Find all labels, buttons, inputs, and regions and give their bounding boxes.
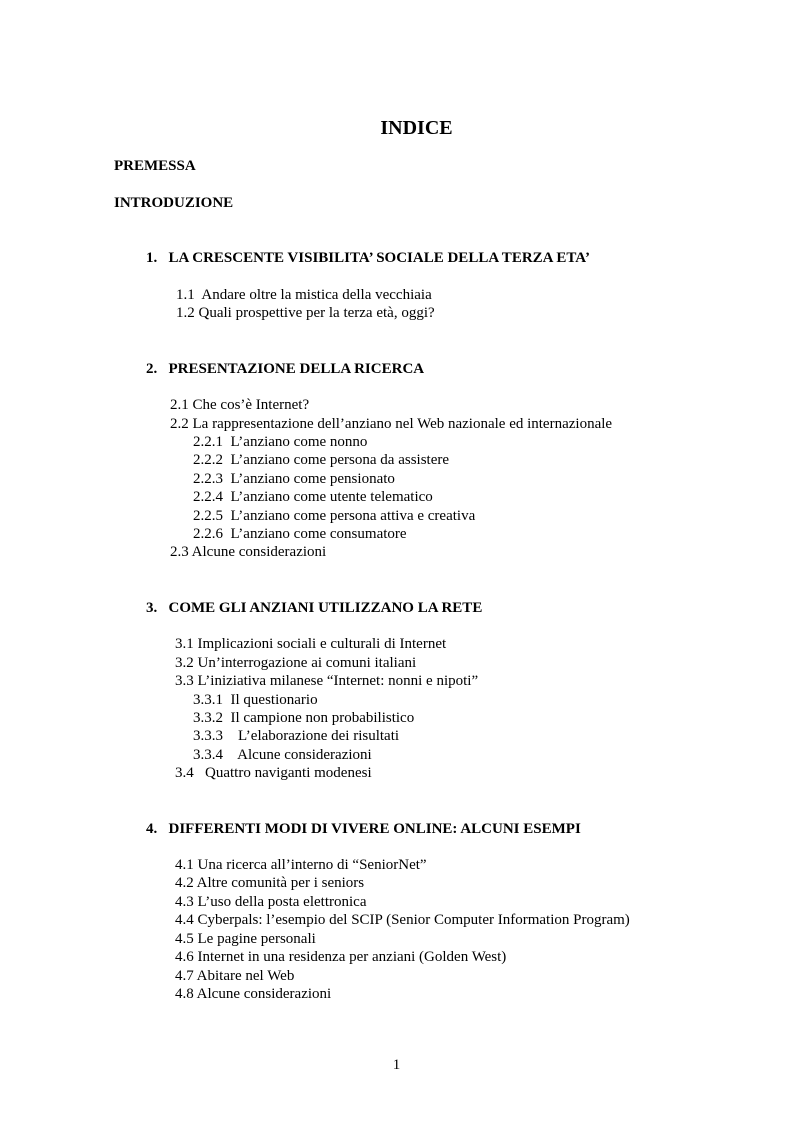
toc-entry: 4.1 Una ricerca all’interno di “SeniorNet” (175, 857, 427, 873)
toc-subentry: 2.2.2 L’anziano come persona da assistere (193, 452, 450, 468)
toc-entry: 1.2 Quali prospettive per la terza età, oggi? (176, 305, 435, 321)
toc-entry: 3.3 L’iniziativa milanese “Internet: nonni e nipoti” (175, 673, 479, 689)
toc-subentry: 3.3.2 Il campione non probabilistico (193, 710, 415, 726)
toc-entry: 4.3 L’uso della posta elettronica (175, 894, 367, 910)
toc-introduzione: INTRODUZIONE (114, 195, 234, 211)
toc-entry: 4.7 Abitare nel Web (175, 968, 295, 984)
chapter-2-heading: 2. PRESENTAZIONE DELLA RICERCA (146, 361, 425, 377)
toc-premessa: PREMESSA (114, 158, 196, 174)
page-number: 1 (392, 1057, 401, 1073)
toc-subentry: 2.2.1 L’anziano come nonno (193, 434, 368, 450)
page-title: INDICE (380, 117, 453, 139)
toc-entry: 2.2 La rappresentazione dell’anziano nel Web nazionale ed internazionale (170, 416, 613, 432)
chapter-4-heading: 4. DIFFERENTI MODI DI VIVERE ONLINE: ALCUNI ESEMPI (146, 821, 581, 837)
chapter-1-heading: 1. LA CRESCENTE VISIBILITA’ SOCIALE DELLA TERZA ETA’ (146, 250, 591, 266)
toc-entry: 3.1 Implicazioni sociali e culturali di Internet (175, 636, 447, 652)
toc-subentry: 3.3.4 Alcune considerazioni (193, 747, 372, 763)
toc-entry: 4.8 Alcune considerazioni (175, 986, 332, 1002)
toc-entry: 2.3 Alcune considerazioni (170, 544, 327, 560)
toc-subentry: 2.2.6 L’anziano come consumatore (193, 526, 407, 542)
toc-entry: 4.2 Altre comunità per i seniors (175, 875, 365, 891)
toc-subentry: 2.2.3 L’anziano come pensionato (193, 471, 395, 487)
toc-entry: 2.1 Che cos’è Internet? (170, 397, 310, 413)
toc-subentry: 3.3.3 L’elaborazione dei risultati (193, 728, 400, 744)
toc-subentry: 3.3.1 Il questionario (193, 692, 318, 708)
toc-subentry: 2.2.5 L’anziano come persona attiva e creativa (193, 508, 476, 524)
toc-entry: 4.6 Internet in una residenza per anziani (Golden West) (175, 949, 507, 965)
toc-entry: 4.4 Cyberpals: l’esempio del SCIP (Senior Computer Information Program) (175, 912, 630, 928)
toc-entry: 3.2 Un’interrogazione ai comuni italiani (175, 655, 417, 671)
chapter-3-heading: 3. COME GLI ANZIANI UTILIZZANO LA RETE (146, 600, 483, 616)
toc-entry: 4.5 Le pagine personali (175, 931, 316, 947)
toc-subentry: 2.2.4 L’anziano come utente telematico (193, 489, 433, 505)
toc-entry: 3.4 Quattro naviganti modenesi (175, 765, 372, 781)
toc-entry: 1.1 Andare oltre la mistica della vecchiaia (176, 287, 432, 303)
